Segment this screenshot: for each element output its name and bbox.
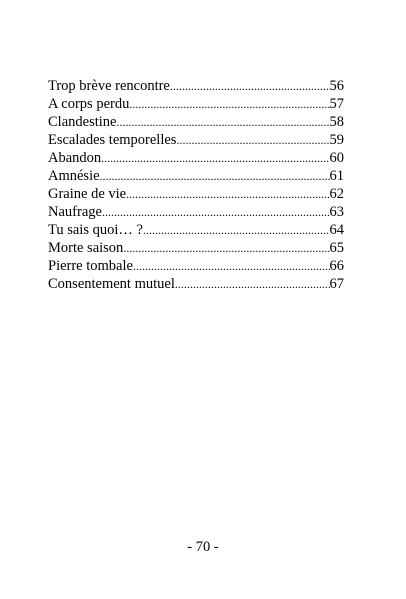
table-of-contents xyxy=(48,77,344,293)
toc-entry-title: Naufrage xyxy=(48,204,102,220)
toc-entry xyxy=(48,203,344,221)
toc-entry xyxy=(48,185,344,203)
toc-entry xyxy=(48,131,344,149)
toc-dot-leader xyxy=(123,239,329,257)
toc-entry-title: Consentement mutuel xyxy=(48,276,175,292)
toc-entry xyxy=(48,95,344,113)
toc-dot-leader xyxy=(176,131,329,149)
toc-entry-title: Trop brève rencontre xyxy=(48,78,170,94)
toc-dot-leader xyxy=(143,221,330,239)
toc-entry-page: 60 xyxy=(329,150,344,166)
toc-entry xyxy=(48,239,344,257)
toc-entry xyxy=(48,113,344,131)
toc-entry xyxy=(48,77,344,95)
toc-entry xyxy=(48,275,344,293)
toc-entry-title: Graine de vie xyxy=(48,186,127,202)
toc-dot-leader xyxy=(170,77,330,95)
toc-entry-page: 63 xyxy=(329,204,344,220)
toc-entry-page: 62 xyxy=(329,186,344,202)
toc-dot-leader xyxy=(133,257,330,275)
toc-entry-page: 64 xyxy=(329,222,344,238)
toc-entry-title: Clandestine xyxy=(48,114,117,130)
toc-dot-leader xyxy=(116,113,329,131)
toc-entry xyxy=(48,221,344,239)
toc-entry-title: Abandon xyxy=(48,150,102,166)
toc-dot-leader xyxy=(101,149,329,167)
page-number: - 70 - xyxy=(187,539,219,555)
toc-entry xyxy=(48,167,344,185)
toc-entry-page: 57 xyxy=(329,96,344,112)
toc-entry xyxy=(48,257,344,275)
toc-entry-title: Morte saison xyxy=(48,240,124,256)
toc-dot-leader xyxy=(102,203,330,221)
toc-entry-page: 61 xyxy=(329,168,344,184)
toc-entry-title: Amnésie xyxy=(48,168,100,184)
toc-dot-leader xyxy=(129,95,329,113)
toc-entry-page: 65 xyxy=(329,240,344,256)
toc-entry-title: Escalades temporelles xyxy=(48,132,177,148)
toc-entry-page: 66 xyxy=(329,258,344,274)
toc-entry-page: 59 xyxy=(329,132,344,148)
toc-entry-title: Tu sais quoi… ? xyxy=(48,222,143,238)
toc-entry xyxy=(48,149,344,167)
toc-entry-title: Pierre tombale xyxy=(48,258,133,274)
toc-dot-leader xyxy=(100,167,330,185)
toc-entry-page: 58 xyxy=(329,114,344,130)
toc-entry-page: 67 xyxy=(329,276,344,292)
toc-entry-title: A corps perdu xyxy=(48,96,130,112)
toc-dot-leader xyxy=(126,185,329,203)
toc-dot-leader xyxy=(175,275,330,293)
toc-entry-page: 56 xyxy=(329,78,344,94)
